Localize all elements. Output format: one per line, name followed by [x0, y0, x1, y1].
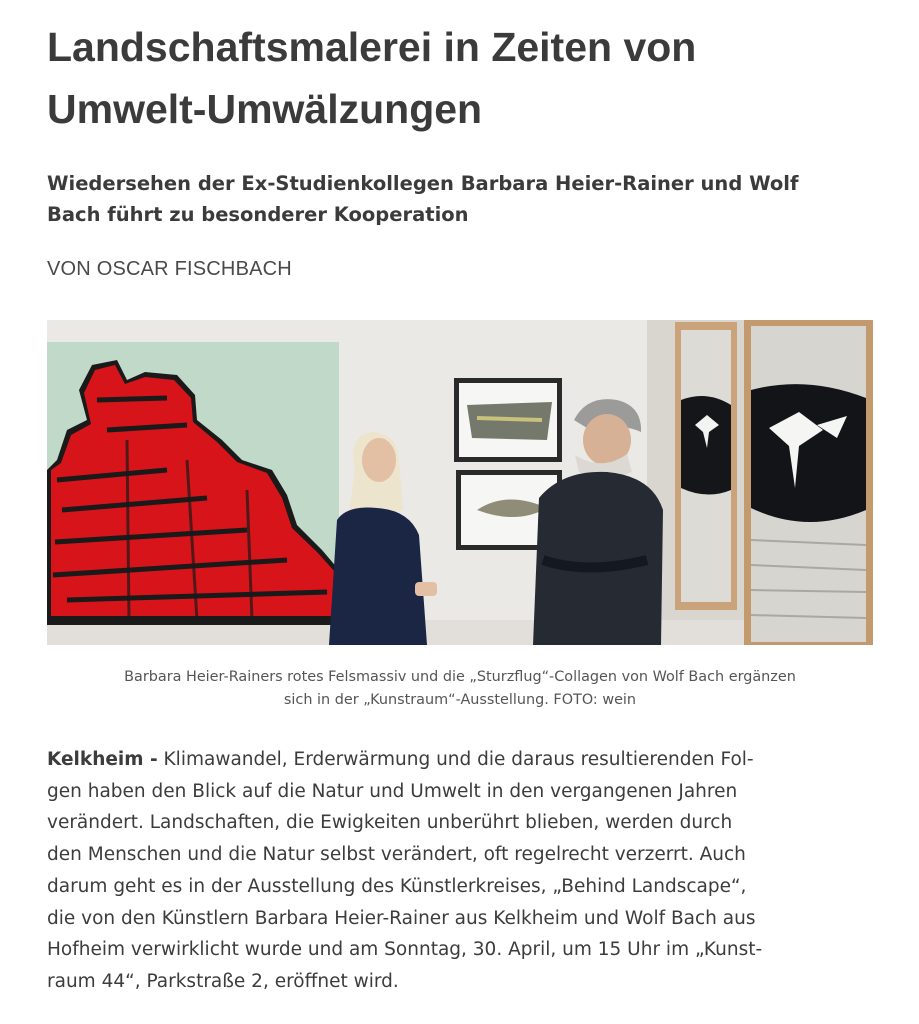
caption-line: sich in der „Kunstraum“-Ausstellung. FOTO: wein [283, 692, 637, 708]
article-dateline: Kelkheim - [47, 749, 158, 770]
subheadline-line: Wiedersehen der Ex-Studienkollegen Barbara Heier-Rainer und Wolf [47, 172, 799, 195]
article-subheadline [47, 168, 897, 230]
article-byline: VON OSCAR FISCHBACH [47, 258, 292, 280]
body-line: gen haben den Blick auf die Natur und Umwelt in den vergangenen Jahren [47, 780, 738, 802]
body-line: darum geht es in der Ausstellung des Künstlerkreises, „Behind Landscape“, [47, 875, 747, 897]
body-line: die von den Künstlern Barbara Heier-Rainer aus Kelkheim und Wolf Bach aus [47, 907, 756, 929]
body-line-text: Klimawandel, Erderwärmung und die daraus resultierenden Fol- [157, 749, 754, 770]
article-headline [47, 16, 897, 140]
headline-line: Landschaftsmalerei in Zeiten von [47, 24, 697, 70]
photo-caption [47, 666, 873, 712]
body-line: Hofheim verwirklicht wurde und am Sonntag, 30. April, um 15 Uhr im „Kunst- [47, 939, 763, 961]
article-photo[interactable] [47, 320, 873, 645]
gallery-photo-illustration [47, 320, 873, 645]
subheadline-line: Bach führt zu besonderer Kooperation [47, 203, 469, 226]
red-rock-painting [47, 342, 339, 625]
article-body [47, 744, 877, 998]
body-line [47, 744, 877, 776]
body-line: verändert. Landschaften, die Ewigkeiten unberührt blieben, werden durch [47, 812, 733, 834]
headline-line: Umwelt-Umwälzungen [47, 86, 483, 132]
body-line: raum 44“, Parkstraße 2, eröffnet wird. [47, 970, 399, 992]
body-line: den Menschen und die Natur selbst verändert, oft regelrecht verzerrt. Auch [47, 844, 746, 866]
sturzflug-collages [675, 320, 873, 645]
caption-line: Barbara Heier-Rainers rotes Felsmassiv und die „Sturzflug“-Collagen von Wolf Bach ergänzen [124, 669, 796, 685]
